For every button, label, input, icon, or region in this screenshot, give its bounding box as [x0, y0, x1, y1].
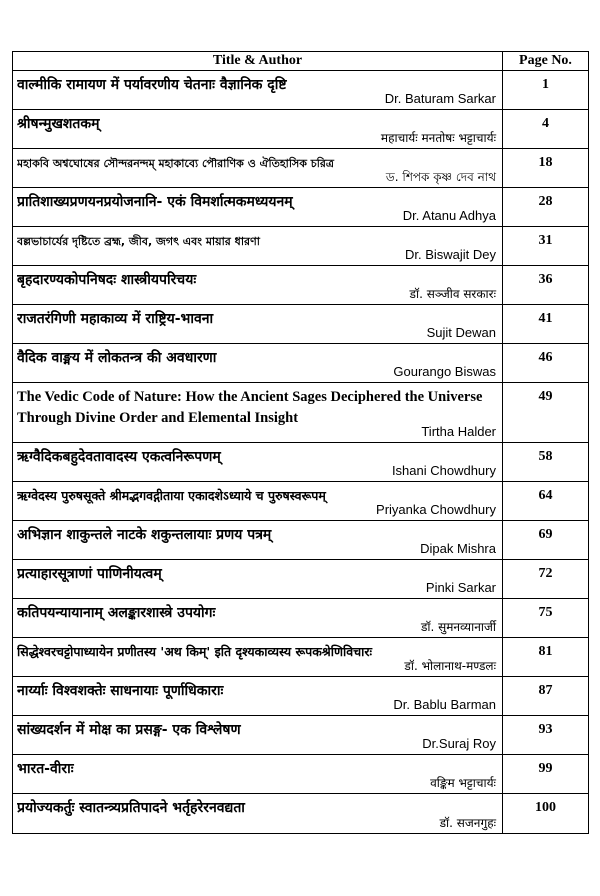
entry-page: 28	[538, 194, 553, 209]
table-row	[13, 188, 588, 227]
entry-title: राजतरंगिणी महाकाव्य में राष्ट्रिय-भावना	[17, 311, 214, 327]
entry-page: 99	[538, 761, 553, 776]
entry-page: 58	[538, 449, 553, 464]
entry-page: 72	[538, 566, 553, 581]
entry-author: Ishani Chowdhury	[391, 463, 496, 478]
entry-author: डॉ. भोलानाथ-मण्डलः	[404, 659, 496, 673]
entry-author: Dr. Atanu Adhya	[402, 208, 496, 223]
table-row	[13, 638, 588, 677]
entry-title: वाल्मीकि रामायण में पर्यावरणीय चेतनाः वैज्ञानिक दृष्टि	[17, 77, 287, 93]
entry-author: Dr. Baturam Sarkar	[384, 91, 496, 106]
entry-title: सांख्यदर्शन में मोक्ष का प्रसङ्ग- एक विश्लेषण	[17, 722, 241, 738]
entry-author: ড. শিপক কৃষ্ণ দেব নাথ	[385, 170, 496, 184]
entry-author: डॉ. सजनगुहः	[439, 816, 496, 830]
header-title-author: Title & Author	[13, 52, 503, 70]
entry-page: 64	[538, 488, 553, 503]
table-row	[13, 227, 588, 266]
table-header	[13, 52, 588, 71]
entry-page: 87	[538, 683, 553, 698]
entry-author: वङ्किम भट्टाचार्यः	[430, 776, 496, 790]
entry-title: श्रीषन्मुखशतकम्	[17, 116, 100, 132]
entry-author: Priyanka Chowdhury	[376, 502, 496, 517]
entry-author: Sujit Dewan	[426, 325, 496, 340]
entry-page: 49	[538, 389, 553, 404]
entry-title: वैदिक वाङ्मय में लोकतन्त्र की अवधारणा	[17, 350, 217, 366]
entry-title: The Vedic Code of Nature: How the Ancient Sages Deciphered the Universe Through Divine Order and Elemental Insight	[17, 389, 483, 426]
entry-title: ऋग्वेदस्य पुरुषसूक्ते श्रीमद्भगवद्गीताया एकादशेऽध्याये च पुरुषस्वरूपम्	[17, 488, 326, 503]
table-row	[13, 755, 588, 794]
table-row	[13, 560, 588, 599]
table-row	[13, 305, 588, 344]
entry-title: नार्य्याः विश्वशक्तेः साधनायाः पूर्णाधिकाराः	[17, 683, 224, 699]
table-row	[13, 443, 588, 482]
entry-title: प्रयोज्यकर्तुः स्वातन्त्र्यप्रतिपादने भर्तृहरेरनवद्यता	[17, 800, 245, 816]
entry-author: Dipak Mishra	[420, 541, 496, 556]
entry-title: भारत-वीराः	[17, 761, 74, 777]
entry-title: अभिज्ञान शाकुन्तले नाटके शकुन्तलायाः प्रणय पत्रम्	[17, 527, 272, 543]
entry-author: डॉ. सञ्जीव सरकारः	[409, 287, 496, 301]
table-row	[13, 599, 588, 638]
entry-page: 81	[538, 644, 553, 659]
entry-page: 75	[538, 605, 553, 620]
entry-page: 31	[538, 233, 553, 248]
table-row	[13, 383, 588, 443]
table-of-contents	[12, 51, 589, 834]
header-page-no: Page No.	[519, 53, 572, 68]
table-row	[13, 266, 588, 305]
entry-author: Gourango Biswas	[393, 364, 496, 379]
table-row	[13, 482, 588, 521]
entry-title: बृहदारण्यकोपनिषदः शास्त्रीयपरिचयः	[17, 272, 197, 288]
entry-title: মহাকবি অশ্বঘোষের সৌন্দরনন্দম্ মহাকাব্যে পৌরাণিক ও ঐতিহাসিক চরিত্র	[17, 157, 334, 170]
entry-title: सिद्धेश्वरचट्टोपाध्यायेन प्रणीतस्य 'अथ किम्' इति दृश्यकाव्यस्य रूपकश्रेणिविचारः	[17, 644, 373, 659]
table-row	[13, 677, 588, 716]
entry-page: 36	[538, 272, 553, 287]
entry-page: 1	[542, 77, 549, 92]
table-row	[13, 110, 588, 149]
entry-author: महाचार्यः मनतोषः भट्टाचार्यः	[380, 131, 496, 145]
table-row	[13, 71, 588, 110]
table-row	[13, 794, 588, 833]
entry-title: বল্লভাচার্যের দৃষ্টিতে ব্রহ্ম, জীব, জগৎ এবং মায়ার ধারণা	[17, 235, 260, 248]
entry-author: Dr. Biswajit Dey	[404, 247, 496, 262]
entry-title: प्रत्याहारसूत्राणां पाणिनीयत्वम्	[17, 566, 162, 582]
entry-page: 4	[542, 116, 549, 131]
entry-title: कतिपयन्यायानाम् अलङ्कारशास्त्रे उपयोगः	[17, 605, 216, 621]
entry-title: प्रातिशाख्यप्रणयनप्रयोजनानि- एकं विमर्शात्मकमध्ययनम्	[17, 194, 293, 210]
entry-title: ऋग्वैदिकबहुदेवतावादस्य एकत्वनिरूपणम्	[17, 449, 221, 465]
entry-page: 69	[538, 527, 553, 542]
entry-author: Dr.Suraj Roy	[422, 736, 496, 751]
table-row	[13, 521, 588, 560]
entry-page: 100	[535, 800, 556, 815]
table-row	[13, 149, 588, 188]
entry-page: 18	[538, 155, 553, 170]
entry-author: डॉ. सुमनव्यानार्जी	[420, 620, 496, 634]
entry-author: Pinki Sarkar	[425, 580, 496, 595]
table-row	[13, 716, 588, 755]
entry-page: 41	[538, 311, 553, 326]
entry-page: 46	[538, 350, 553, 365]
table-row	[13, 344, 588, 383]
entry-author: Dr. Bablu Barman	[393, 697, 496, 712]
entry-author: Tirtha Halder	[421, 424, 496, 439]
entry-page: 93	[538, 722, 553, 737]
